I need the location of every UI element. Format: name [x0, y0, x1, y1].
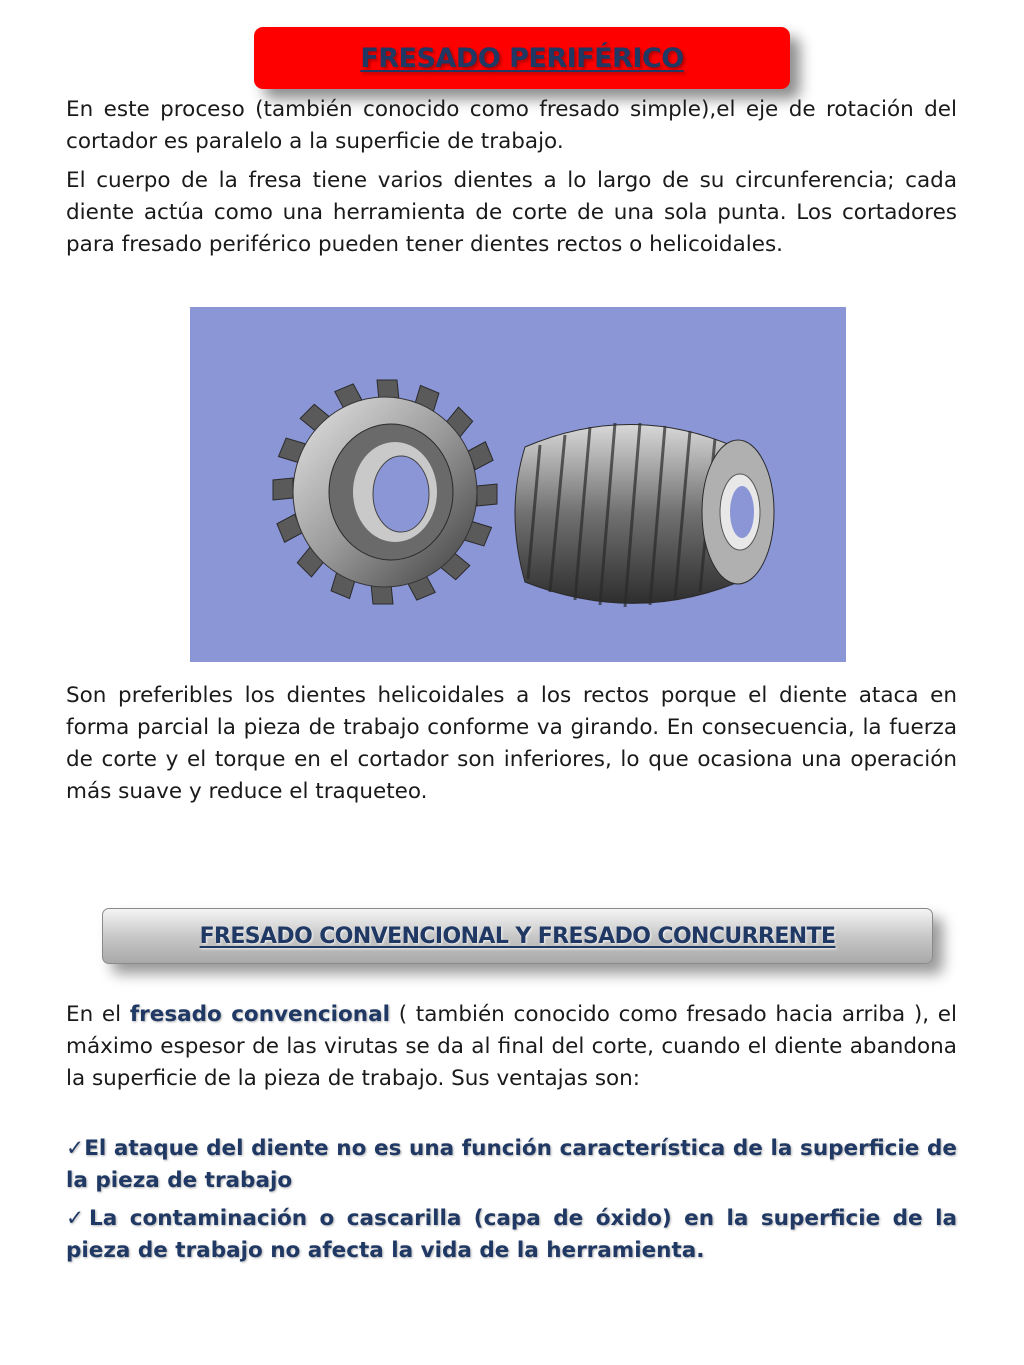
highlight-term: fresado convencional	[129, 1002, 390, 1027]
milling-cutters-image	[190, 307, 846, 662]
paragraph-teeth: El cuerpo de la fresa tiene varios dientes a lo largo de su circunferencia; cada diente actúa como una herramienta de corte de una sola punta. Los cortadores para fresado periférico pueden tener dientes rectos o helicoidales.	[66, 168, 957, 257]
advantage-text: El ataque del diente no es una función característica de la superficie de la pieza de trabajo	[66, 1136, 957, 1193]
paragraph-helical: Son preferibles los dientes helicoidales a los rectos porque el diente ataca en forma parcial la pieza de trabajo conforme va girando. En consecuencia, la fuerza de corte y el torque en el cortador son inferiores, lo que ocasiona una operación más suave y reduce el traqueteo.	[66, 683, 957, 804]
check-icon: ✓	[66, 1136, 85, 1161]
page-title: FRESADO PERIFÉRICO	[360, 42, 684, 74]
section-title-peripheral	[254, 27, 790, 89]
milling-cutters-photo-icon	[190, 307, 846, 662]
helical-tooth-cutter	[515, 423, 774, 607]
advantage-item-2	[66, 1203, 957, 1267]
straight-tooth-cutter	[273, 380, 497, 604]
section-title-conventional	[102, 908, 933, 964]
check-icon: ✓	[66, 1206, 90, 1231]
advantage-item-1	[66, 1133, 957, 1197]
section-heading: FRESADO CONVENCIONAL Y FRESADO CONCURRENTE	[199, 923, 836, 949]
paragraph-intro: En este proceso (también conocido como fresado simple),el eje de rotación del cortador es paralelo a la superficie de trabajo.	[66, 97, 957, 154]
paragraph-conventional	[66, 999, 957, 1095]
advantage-text: La contaminación o cascarilla (capa de óxido) en la superficie de la pieza de trabajo no afecta la vida de la herramienta.	[66, 1206, 957, 1263]
intro-text-before: En el	[66, 1002, 130, 1027]
intro-text-after: ( también conocido como fresado hacia arriba ), el máximo espesor de las virutas se da al final del corte, cuando el diente abandona la superficie de la pieza de trabajo. Sus ventajas son:	[66, 1002, 957, 1091]
